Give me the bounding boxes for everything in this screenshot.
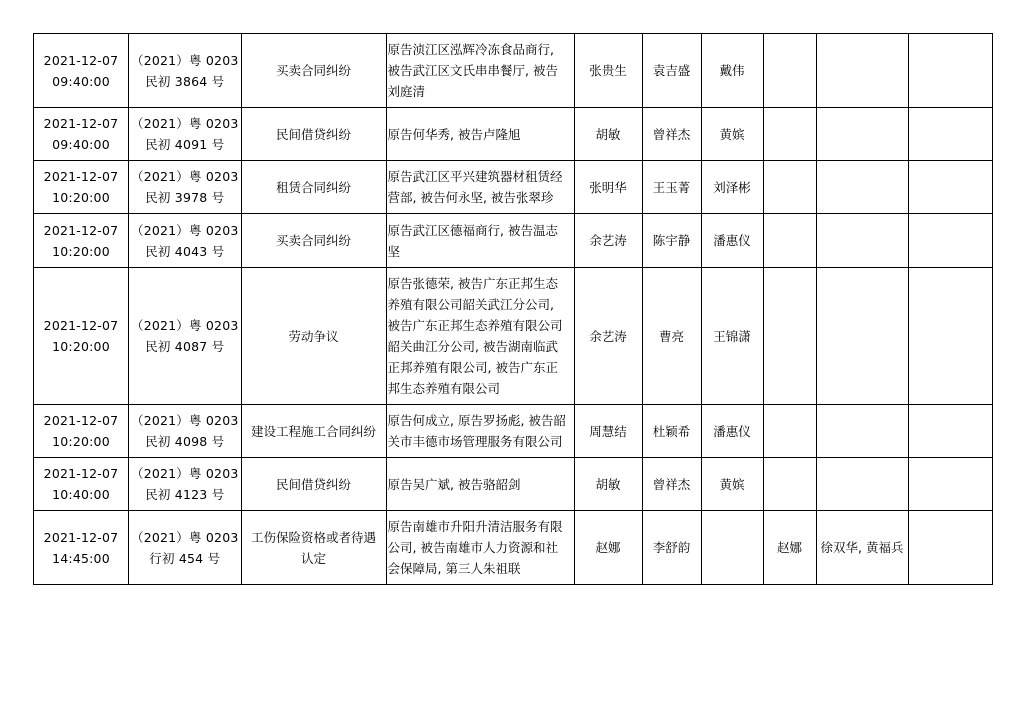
table-row: [34, 405, 993, 458]
extra-cell-8: [763, 108, 816, 161]
extra-cell-10: [908, 405, 992, 458]
extra-cell-8: [763, 405, 816, 458]
case-cause-cell: [241, 511, 386, 585]
juror-cell: 袁吉盛: [642, 34, 701, 108]
extra-cell-8: [763, 214, 816, 268]
extra-cell-10: [908, 511, 992, 585]
hearing-date: 2021-12-07: [43, 52, 119, 68]
extra-cell-9: [816, 108, 908, 161]
extra-cell-9: [816, 34, 908, 108]
case-number-line: 民初 3864 号: [145, 73, 225, 89]
hearing-datetime-cell: [34, 511, 129, 585]
juror-cell: 杜颖希: [642, 405, 701, 458]
case-number-line: 民初 4098 号: [145, 434, 225, 449]
juror-cell: 王玉菁: [642, 161, 701, 214]
parties-line: 原告南雄市升阳升清洁服务有限: [387, 519, 563, 534]
juror-cell: 陈宇静: [642, 214, 701, 268]
clerk-cell: 黄嫔: [701, 108, 763, 161]
hearing-date: 2021-12-07: [43, 318, 119, 333]
extra-cell-9: [816, 405, 908, 458]
hearing-date: 2021-12-07: [43, 116, 119, 131]
judge-cell: 胡敏: [574, 108, 642, 161]
parties-cell: [386, 108, 574, 161]
extra-cell-8: [763, 161, 816, 214]
extra-cell-10: [908, 268, 992, 405]
case-number-cell: [129, 268, 242, 405]
parties-line: 邦生态养殖有限公司: [387, 381, 501, 396]
clerk-cell: 潘惠仪: [701, 214, 763, 268]
hearing-date: 2021-12-07: [43, 169, 119, 184]
extra-cell-9: [816, 161, 908, 214]
judge-cell: 赵娜: [574, 511, 642, 585]
case-number-line: （2021）粤 0203: [131, 52, 239, 68]
table-row: [34, 161, 993, 214]
table-row: [34, 108, 993, 161]
parties-cell: [386, 161, 574, 214]
parties-cell: [386, 405, 574, 458]
hearing-datetime-cell: [34, 34, 129, 108]
parties-cell: [386, 511, 574, 585]
hearing-datetime-cell: [34, 214, 129, 268]
parties-cell: [386, 268, 574, 405]
case-number-cell: [129, 214, 242, 268]
hearing-date: 2021-12-07: [43, 222, 119, 238]
hearing-date: 2021-12-07: [43, 466, 119, 481]
hearing-date: 2021-12-07: [43, 529, 119, 545]
case-number-line: （2021）粤 0203: [131, 116, 239, 131]
clerk-cell: 黄嫔: [701, 458, 763, 511]
extra-cell-8: [763, 268, 816, 405]
parties-line: 会保障局, 第三人朱祖联: [387, 561, 521, 576]
case-number-line: （2021）粤 0203: [131, 529, 239, 545]
hearing-time: 10:20:00: [52, 339, 110, 354]
extra-cell-10: [908, 108, 992, 161]
table-row: [34, 511, 993, 585]
case-number-line: （2021）粤 0203: [131, 222, 239, 238]
case-cause-cell: [241, 405, 386, 458]
case-cause-cell: [241, 458, 386, 511]
case-number-line: （2021）粤 0203: [131, 318, 239, 333]
parties-line: 养殖有限公司韶关武江分公司,: [387, 297, 554, 312]
hearing-datetime-cell: [34, 108, 129, 161]
case-number-cell: [129, 34, 242, 108]
extra-cell-10: [908, 161, 992, 214]
parties-line: 原告武江区平兴建筑器材租赁经: [387, 169, 563, 184]
hearing-time: 10:20:00: [52, 243, 110, 259]
case-cause-line: 劳动争议: [288, 328, 339, 344]
case-number-cell: [129, 405, 242, 458]
table-row: [34, 214, 993, 268]
parties-line: 正邦养殖有限公司, 被告广东正: [387, 360, 558, 375]
case-cause-cell: [241, 268, 386, 405]
parties-line: 坚: [387, 243, 401, 259]
case-cause-line: 认定: [300, 550, 326, 566]
extra-cell-9: [816, 268, 908, 405]
parties-line: 原告浈江区泓辉冷冻食品商行,: [387, 42, 554, 57]
parties-cell: [386, 214, 574, 268]
hearing-time: 14:45:00: [52, 550, 110, 566]
juror-cell: 李舒韵: [642, 511, 701, 585]
clerk-cell: 刘泽彬: [701, 161, 763, 214]
hearing-time: 09:40:00: [52, 137, 110, 152]
parties-line: 刘庭清: [387, 84, 426, 99]
case-cause-line: 民间借贷纠纷: [275, 476, 351, 492]
parties-line: 原告吴广斌, 被告骆韶剑: [387, 476, 521, 492]
hearing-time: 09:40:00: [52, 73, 110, 89]
parties-line: 原告张德荣, 被告广东正邦生态: [387, 276, 558, 291]
case-cause-line: 民间借贷纠纷: [275, 126, 351, 142]
clerk-cell: 戴伟: [701, 34, 763, 108]
table-row: [34, 458, 993, 511]
table-row: [34, 34, 993, 108]
extra-cell-10: [908, 458, 992, 511]
extra-cell-8: [763, 34, 816, 108]
hearing-datetime-cell: [34, 161, 129, 214]
schedule-body: [34, 34, 993, 585]
parties-line: 原告何成立, 原告罗扬彪, 被告韶: [387, 413, 566, 428]
judge-cell: 余艺涛: [574, 268, 642, 405]
case-number-cell: [129, 161, 242, 214]
extra-cell-9: 徐双华, 黄福兵: [816, 511, 908, 585]
case-cause-line: 建设工程施工合同纠纷: [250, 423, 376, 439]
case-number-line: （2021）粤 0203: [131, 169, 239, 184]
case-cause-line: 买卖合同纠纷: [275, 63, 351, 78]
hearing-date: 2021-12-07: [43, 413, 119, 428]
case-cause-line: 买卖合同纠纷: [275, 233, 351, 248]
table-row: [34, 268, 993, 405]
parties-cell: [386, 458, 574, 511]
case-number-line: 民初 4091 号: [145, 137, 225, 152]
extra-cell-10: [908, 214, 992, 268]
extra-cell-10: [908, 34, 992, 108]
case-cause-cell: [241, 108, 386, 161]
hearing-time: 10:40:00: [52, 487, 110, 502]
clerk-cell: [701, 511, 763, 585]
parties-line: 韶关曲江分公司, 被告湖南临武: [387, 339, 558, 354]
parties-line: 被告广东正邦生态养殖有限公司: [387, 318, 563, 333]
case-cause-line: 租赁合同纠纷: [275, 179, 351, 195]
parties-cell: [386, 34, 574, 108]
extra-cell-9: [816, 458, 908, 511]
juror-cell: 曾祥杰: [642, 108, 701, 161]
parties-line: 原告武江区德福商行, 被告温志: [387, 222, 558, 238]
parties-line: 公司, 被告南雄市人力资源和社: [387, 540, 558, 555]
case-cause-cell: [241, 214, 386, 268]
case-number-cell: [129, 108, 242, 161]
case-number-line: 民初 4123 号: [145, 487, 225, 502]
hearing-datetime-cell: [34, 405, 129, 458]
case-number-line: （2021）粤 0203: [131, 413, 239, 428]
hearing-time: 10:20:00: [52, 190, 110, 205]
parties-line: 被告武江区文氏串串餐厅, 被告: [387, 63, 558, 78]
case-number-line: 民初 4087 号: [145, 339, 225, 354]
judge-cell: 周慧结: [574, 405, 642, 458]
hearing-datetime-cell: [34, 268, 129, 405]
case-number-line: 民初 4043 号: [145, 243, 225, 259]
judge-cell: 胡敏: [574, 458, 642, 511]
clerk-cell: 王锦潇: [701, 268, 763, 405]
parties-line: 关市丰德市场管理服务有限公司: [387, 434, 563, 449]
case-cause-cell: [241, 161, 386, 214]
parties-line: 原告何华秀, 被告卢隆旭: [387, 126, 521, 142]
case-cause-cell: [241, 34, 386, 108]
extra-cell-8: [763, 458, 816, 511]
extra-cell-9: [816, 214, 908, 268]
parties-line: 营部, 被告何永坚, 被告张翠珍: [387, 190, 554, 205]
case-number-line: 行初 454 号: [149, 550, 221, 566]
case-number-line: 民初 3978 号: [145, 190, 225, 205]
hearing-time: 10:20:00: [52, 434, 110, 449]
extra-cell-8: 赵娜: [763, 511, 816, 585]
hearing-datetime-cell: [34, 458, 129, 511]
court-schedule-table: [33, 33, 993, 585]
case-number-cell: [129, 511, 242, 585]
juror-cell: 曹亮: [642, 268, 701, 405]
clerk-cell: 潘惠仪: [701, 405, 763, 458]
case-number-cell: [129, 458, 242, 511]
case-number-line: （2021）粤 0203: [131, 466, 239, 481]
judge-cell: 张贵生: [574, 34, 642, 108]
case-cause-line: 工伤保险资格或者待遇: [250, 529, 376, 545]
judge-cell: 余艺涛: [574, 214, 642, 268]
judge-cell: 张明华: [574, 161, 642, 214]
juror-cell: 曾祥杰: [642, 458, 701, 511]
